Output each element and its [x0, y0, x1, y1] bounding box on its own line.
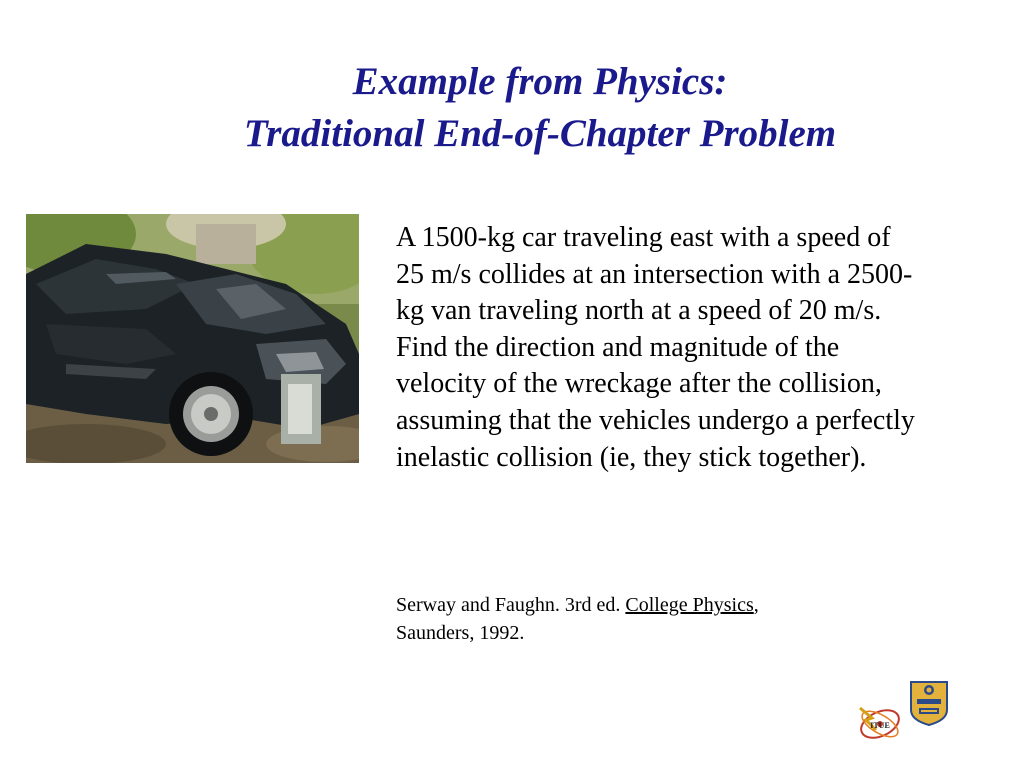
itue-logo [852, 700, 904, 744]
citation [396, 591, 916, 647]
citation-comma: , [753, 594, 759, 616]
title-line-2: Traditional End-of-Chapter Problem [243, 112, 837, 155]
problem-statement: A 1500-kg car traveling east with a speed of 25 m/s collides at an intersection with a 2500-kg van traveling north at a speed of 20 m/s. Find the direction and magnitude of the velocity of the wreckage after the collision, assuming that the vehicles undergo a perfectly inelastic collision (ie, they stick together). [396, 222, 915, 473]
citation-publisher: Saunders, 1992. [396, 622, 525, 644]
citation-authors: Serway and Faughn. 3rd ed. [396, 594, 626, 616]
title-line-1: Example from Physics: [352, 60, 728, 103]
citation-book-title: College Physics [625, 594, 754, 616]
slide-title [0, 56, 1024, 160]
itue-logo-text: ITUE [870, 721, 890, 730]
wrecked-car-photo [26, 214, 359, 463]
university-of-delaware-seal [909, 680, 949, 726]
